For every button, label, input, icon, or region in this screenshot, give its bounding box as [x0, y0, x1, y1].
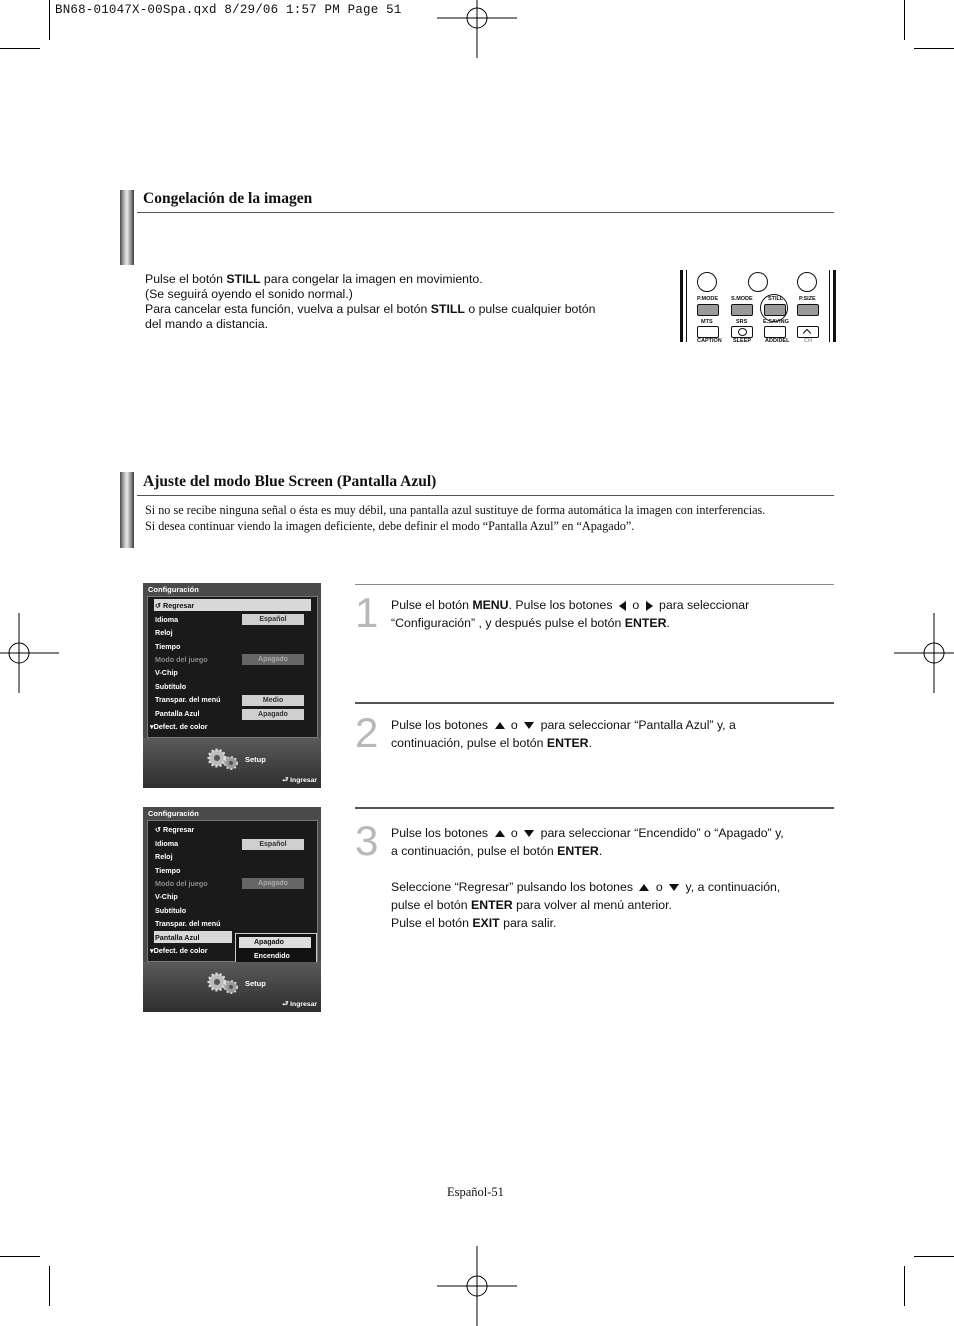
step-divider [355, 702, 834, 704]
up-arrow-icon [495, 722, 505, 729]
gear-icon [205, 970, 241, 996]
arrow-down-icon: ▾ [150, 946, 154, 955]
arrow-down-icon: ▾ [150, 722, 154, 731]
osd-item-modo-juego: Modo del juego [155, 879, 208, 888]
section1-text [145, 272, 595, 332]
text-line: Si desea continuar viendo la imagen deficiente, debe definir el modo “Pantalla Azul” en “Apagado”. [145, 518, 635, 533]
still-button [764, 304, 786, 316]
step-divider [355, 807, 834, 809]
text-line: Para cancelar esta función, vuelva a pulsar el botón STILL o pulse cualquier botón [145, 302, 596, 316]
osd-item-idioma[interactable]: Idioma [155, 615, 179, 624]
osd-setup-label: Setup [245, 755, 266, 764]
osd-item-idioma[interactable]: Idioma [155, 839, 179, 848]
text-line: Pulse el botón EXIT para salir. [391, 916, 557, 930]
text-line: continuación, pulse el botón ENTER. [391, 736, 592, 750]
section-rule [137, 212, 834, 213]
osd-menu-2 [143, 807, 321, 1012]
osd-item-subtitulo[interactable]: Subtítulo [155, 682, 187, 691]
text-line: (Se seguirá oyendo el sonido normal.) [145, 287, 353, 301]
osd-item-transpar[interactable]: Transpar. del menú [155, 919, 221, 928]
registration-mark-icon [0, 613, 59, 693]
srs-button [731, 326, 753, 338]
osd-item-defect[interactable]: ▾Defect. de color [150, 722, 208, 731]
osd-value: Medio [242, 695, 304, 706]
section-title: Ajuste del modo Blue Screen (Pantalla Azul) [143, 473, 437, 490]
osd-item-tiempo[interactable]: Tiempo [155, 866, 181, 875]
registration-mark-icon [894, 613, 954, 693]
gear-icon [205, 746, 241, 772]
remote-label: SRS [736, 319, 748, 325]
remote-label: P.MODE [697, 296, 718, 302]
osd-footer [143, 738, 321, 788]
osd-enter-hint: ⮐ Ingresar [282, 777, 317, 784]
page-number: Español-51 [447, 1185, 504, 1199]
text-line: Pulse los botones o para seleccionar “Encendido” o “Apagado” y, [391, 826, 784, 840]
right-arrow-icon [646, 601, 653, 611]
crop-mark [914, 48, 954, 49]
crop-mark [904, 1266, 905, 1306]
osd-value: Apagado [242, 709, 304, 720]
text-line: “Configuración” , y después pulse el botón ENTER. [391, 616, 670, 630]
remote-label: MTS [701, 319, 713, 325]
osd-title: Configuración [148, 585, 199, 594]
step-1-text [391, 596, 749, 632]
enter-icon: ⮐ [282, 777, 291, 784]
text-line: Pulse los botones o para seleccionar “Pantalla Azul” y, a [391, 718, 736, 732]
crop-mark [914, 1256, 954, 1257]
ch-up-button [797, 326, 819, 338]
osd-item-pantalla-azul[interactable]: Pantalla Azul [155, 709, 200, 718]
down-arrow-icon [524, 830, 534, 837]
registration-mark-icon [437, 1246, 517, 1326]
osd-value: Español [242, 614, 304, 625]
remote-label: CAPTION [697, 338, 722, 342]
mts-button [697, 326, 719, 338]
remote-round-button [748, 272, 768, 292]
return-icon: ↺ [155, 825, 164, 834]
osd-title: Configuración [148, 809, 199, 818]
step-number: 2 [355, 709, 379, 756]
step-divider [355, 584, 834, 585]
remote-label: STILL [768, 296, 784, 302]
crop-mark [904, 0, 905, 40]
crop-mark [49, 0, 50, 40]
crop-mark [49, 1266, 50, 1306]
osd-value: Apagado [242, 878, 304, 889]
remote-label: ADD/DEL [765, 338, 790, 342]
remote-label: CH [804, 338, 812, 342]
osd-item-modo-juego: Modo del juego [155, 655, 208, 664]
osd-menu-1 [143, 583, 321, 788]
text-line: Pulse el botón MENU. Pulse los botones o para seleccionar [391, 598, 750, 612]
text-line: a continuación, pulse el botón ENTER. [391, 844, 603, 858]
popup-option-encendido[interactable]: Encendido [254, 953, 290, 960]
remote-illustration [680, 270, 836, 342]
osd-list [147, 820, 318, 962]
osd-item-regresar[interactable]: ↺ Regresar [155, 601, 195, 610]
osd-list [147, 596, 318, 738]
enter-icon: ⮐ [282, 1001, 291, 1008]
remote-round-button [797, 272, 817, 292]
step-number: 3 [355, 817, 379, 864]
osd-item-defect[interactable]: ▾Defect. de color [150, 946, 208, 955]
osd-item-transpar[interactable]: Transpar. del menú [155, 695, 221, 704]
registration-mark-icon [437, 0, 517, 58]
osd-item-reloj[interactable]: Reloj [155, 852, 173, 861]
section-rule [137, 495, 834, 496]
esaving-button [764, 326, 786, 338]
step-number: 1 [355, 589, 379, 636]
osd-item-vchip[interactable]: V-Chip [155, 892, 178, 901]
step-3-text [391, 824, 784, 932]
section-title: Congelación de la imagen [143, 190, 313, 207]
step-2-text [391, 716, 736, 752]
remote-label: S.MODE [731, 296, 753, 302]
osd-item-pantalla-azul[interactable]: Pantalla Azul [155, 933, 200, 942]
remote-label: P.SIZE [799, 296, 816, 302]
section-bar [120, 190, 134, 265]
remote-round-button [697, 272, 717, 292]
osd-value: Apagado [242, 654, 304, 665]
pmode-button [697, 304, 719, 316]
osd-setup-label: Setup [245, 979, 266, 988]
remote-label: E.SAVING [763, 319, 789, 325]
osd-item-regresar[interactable]: ↺ Regresar [155, 825, 195, 834]
section-bar [120, 472, 134, 548]
smode-button [731, 304, 753, 316]
up-arrow-icon [495, 830, 505, 837]
osd-item-vchip[interactable]: V-Chip [155, 668, 178, 677]
text-line: pulse el botón ENTER para volver al menú anterior. [391, 898, 672, 912]
text-line: Si no se recibe ninguna señal o ésta es muy débil, una pantalla azul sustituye de forma automática la imagen con interferencias. [145, 503, 766, 517]
osd-item-tiempo[interactable]: Tiempo [155, 642, 181, 651]
osd-item-subtitulo[interactable]: Subtítulo [155, 906, 187, 915]
section2-text [145, 503, 765, 534]
remote-label: SLEEP [733, 338, 752, 342]
down-arrow-icon [669, 884, 679, 891]
psize-button [797, 304, 819, 316]
osd-footer [143, 962, 321, 1012]
up-arrow-icon [639, 884, 649, 891]
left-arrow-icon [619, 601, 626, 611]
print-header: BN68-01047X-00Spa.qxd 8/29/06 1:57 PM Page 51 [55, 3, 402, 17]
down-arrow-icon [524, 722, 534, 729]
text-line: Pulse el botón STILL para congelar la imagen en movimiento. [145, 272, 483, 286]
crop-mark [0, 1256, 40, 1257]
text-line: del mando a distancia. [145, 317, 269, 331]
osd-value: Español [242, 839, 304, 850]
crop-mark [0, 48, 40, 49]
text-line: Seleccione “Regresar” pulsando los botones o y, a continuación, [391, 880, 781, 894]
return-icon: ↺ [155, 601, 164, 610]
osd-item-reloj[interactable]: Reloj [155, 628, 173, 637]
popup-option-apagado[interactable]: Apagado [239, 937, 311, 948]
osd-enter-hint: ⮐ Ingresar [282, 1001, 317, 1008]
